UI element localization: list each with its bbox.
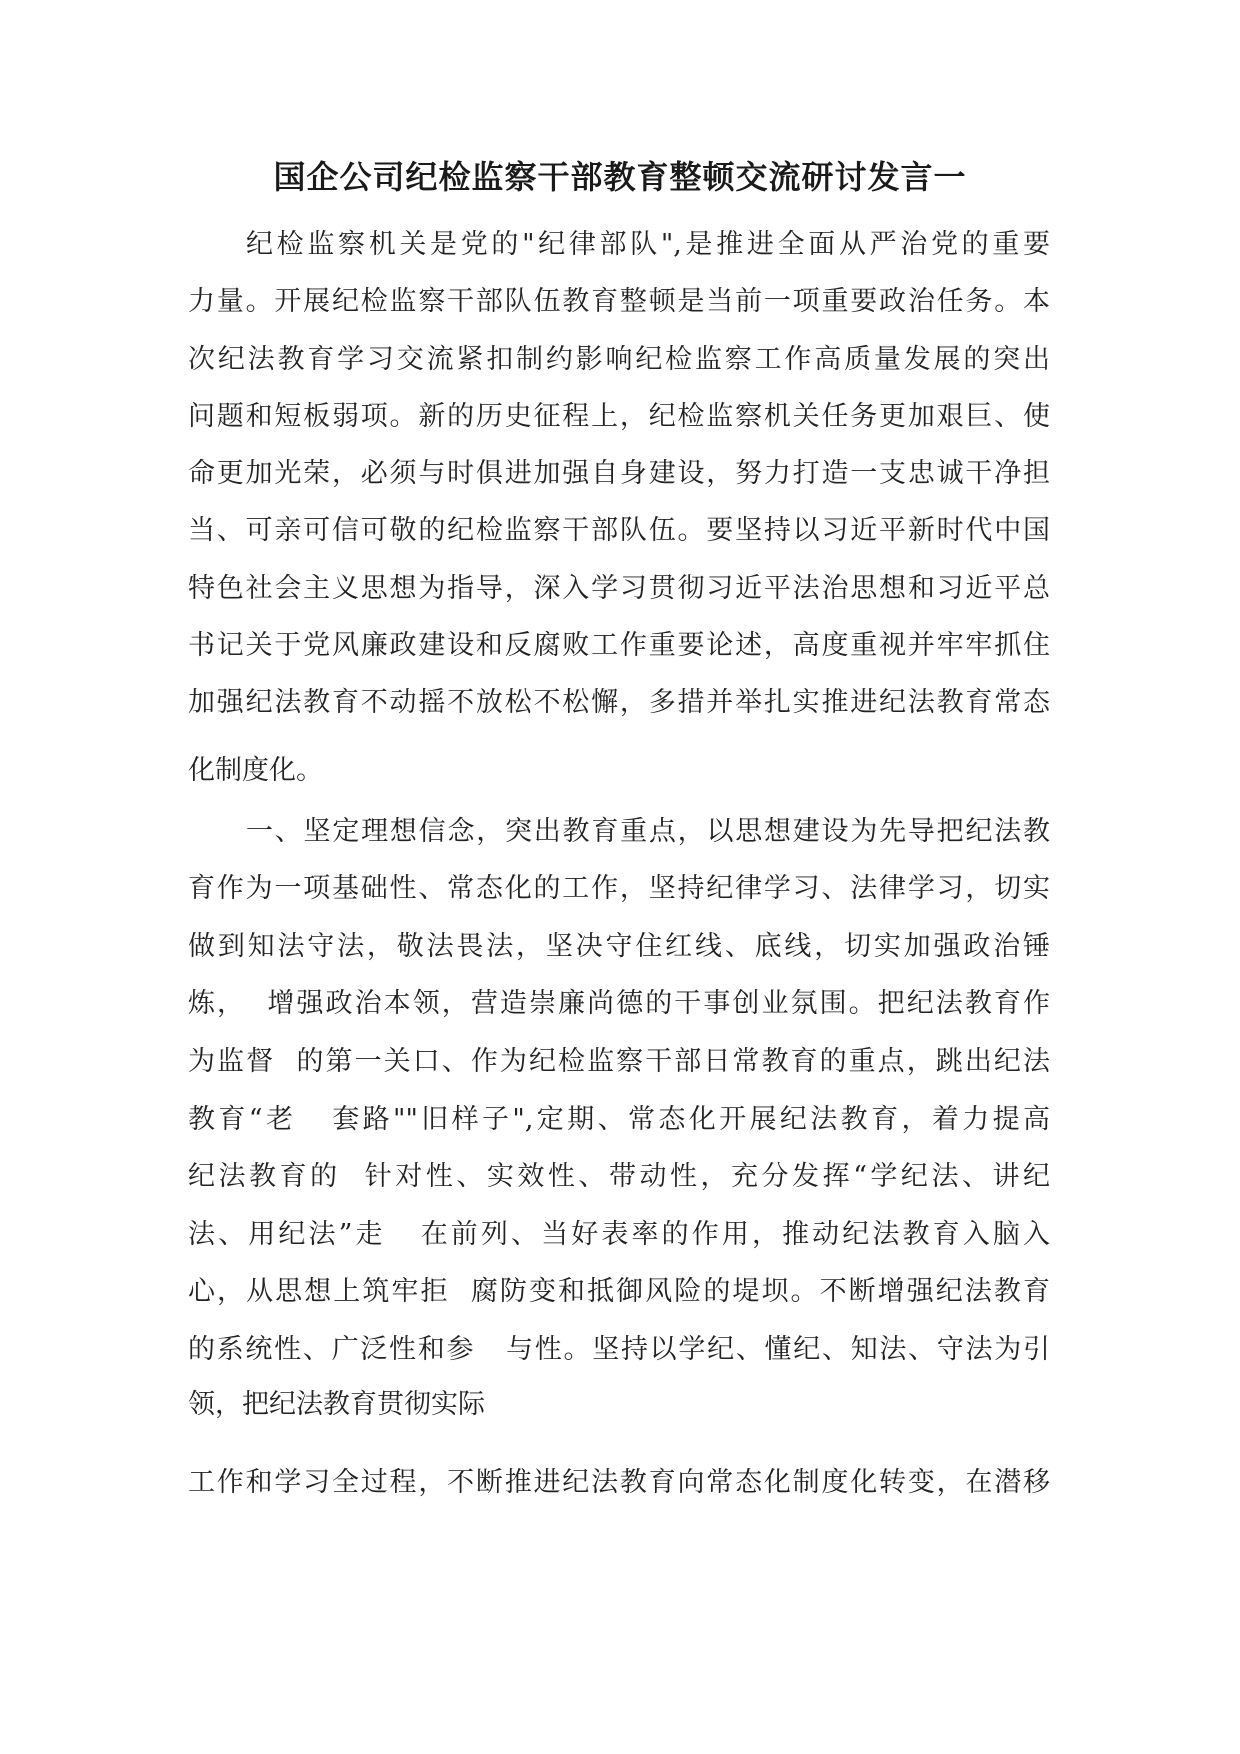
text-line: 育作为一项基础性、常态化的工作，坚持纪律学习、法律学习，切实 — [188, 873, 1050, 904]
text-line: 纪检监察机关是党的"纪律部队",是推进全面从严治党的重要 — [246, 229, 1050, 260]
text-line: 法、用纪法”走 在前列、当好表率的作用，推动纪法教育入脑入 — [188, 1219, 1050, 1250]
text-line: 工作和学习全过程，不断推进纪法教育向常态化制度化转变，在潜移 — [188, 1467, 1050, 1498]
text-line: 一、坚定理想信念，突出教育重点，以思想建设为先导把纪法教 — [246, 816, 1050, 847]
text-line: 特色社会主义思想为指导，深入学习贯彻习近平法治思想和习近平总 — [188, 573, 1050, 604]
text-line: 化制度化。 — [188, 755, 323, 786]
text-line: 纪法教育的 针对性、实效性、带动性，充分发挥“学纪法、讲纪 — [188, 1161, 1050, 1192]
text-line: 命更加光荣，必须与时俱进加强自身建设，努力打造一支忠诚干净担 — [188, 458, 1050, 489]
text-line: 心，从思想上筑牢拒 腐防变和抵御风险的堤坝。不断增强纪法教育 — [188, 1276, 1050, 1307]
text-line: 教育“老 套路""旧样子",定期、常态化开展纪法教育，着力提高 — [188, 1104, 1050, 1135]
text-line: 书记关于党风廉政建设和反腐败工作重要论述，高度重视并牢牢抓住 — [188, 630, 1050, 661]
text-line: 次纪法教育学习交流紧扣制约影响纪检监察工作高质量发展的突出 — [188, 344, 1050, 375]
text-line: 问题和短板弱项。新的历史征程上，纪检监察机关任务更加艰巨、使 — [188, 401, 1050, 432]
text-line: 炼， 增强政治本领，营造崇廉尚德的干事创业氛围。把纪法教育作 — [188, 988, 1050, 1019]
text-line: 为监督 的第一关口、作为纪检监察干部日常教育的重点，跳出纪法 — [188, 1046, 1050, 1077]
text-line: 加强纪法教育不动摇不放松不松懈，多措并举扎实推进纪法教育常态 — [188, 687, 1050, 718]
text-line: 力量。开展纪检监察干部队伍教育整顿是当前一项重要政治任务。本 — [188, 286, 1050, 317]
text-line: 的系统性、广泛性和参 与性。坚持以学纪、懂纪、知法、守法为引 — [188, 1334, 1050, 1365]
text-line: 做到知法守法，敬法畏法，坚决守住红线、底线，切实加强政治锤 — [188, 931, 1050, 962]
text-line: 当、可亲可信可敬的纪检监察干部队伍。要坚持以习近平新时代中国 — [188, 515, 1050, 546]
document-title: 国企公司纪检监察干部教育整顿交流研讨发言一 — [273, 158, 967, 196]
text-line: 领，把纪法教育贯彻实际 — [188, 1389, 485, 1420]
